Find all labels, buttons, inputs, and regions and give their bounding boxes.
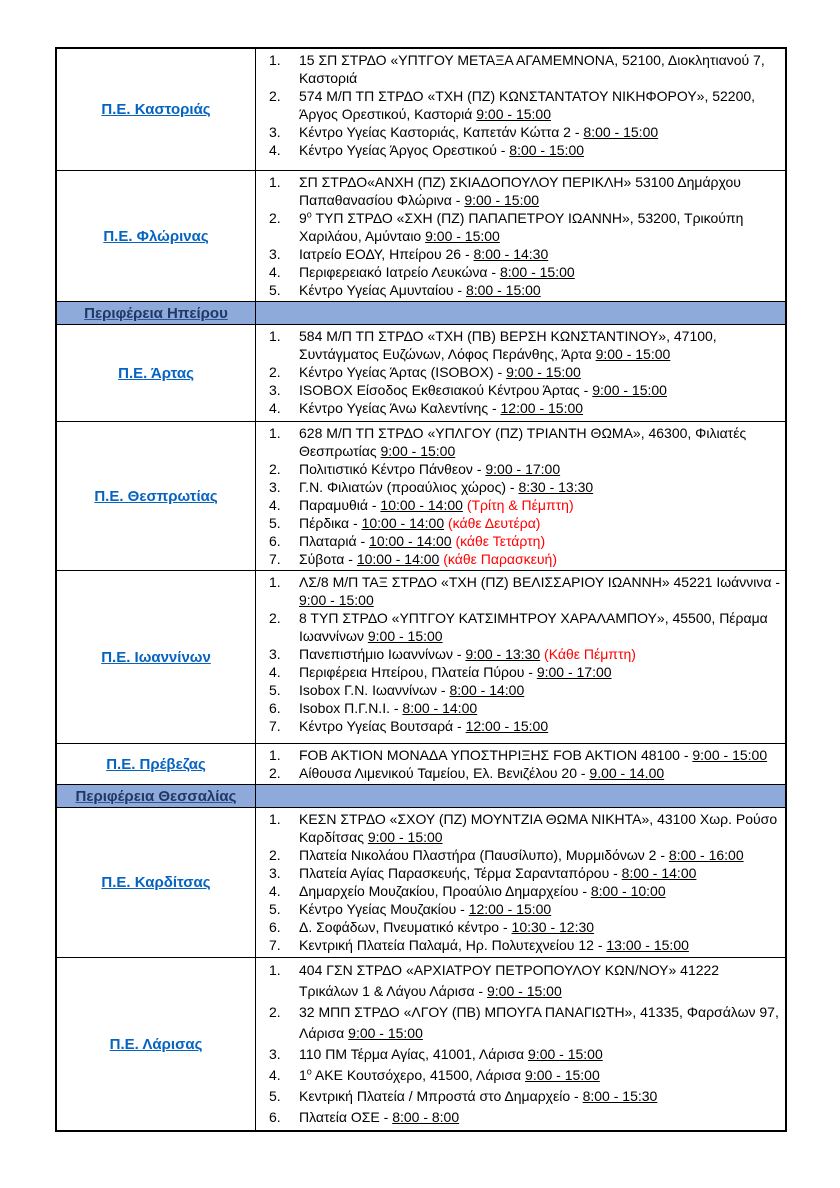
list-item-number: 2. <box>269 847 281 863</box>
band-label: Περιφέρεια Ηπείρου <box>84 304 228 322</box>
opening-hours: 8:00 - 15:00 <box>509 142 585 158</box>
list-item-number: 3. <box>269 124 281 140</box>
region-link[interactable]: Π.Ε. Άρτας <box>118 364 194 382</box>
band-label-cell <box>57 785 256 807</box>
location-list <box>256 571 785 737</box>
list-item <box>256 663 785 681</box>
list-item-text <box>299 1107 785 1128</box>
list-item <box>256 900 785 918</box>
list-item <box>256 514 785 532</box>
location-text: ΑΚΕ Κουτσόχερο, 41500, Λάρισα <box>311 1067 526 1083</box>
day-note: (κάθε Παρασκευή) <box>443 551 557 567</box>
list-item <box>256 1002 785 1044</box>
location-list <box>256 958 785 1130</box>
location-text: Δημαρχείο Μουζακίου, Προαύλιο Δημαρχείου - <box>299 883 591 899</box>
location-text: Περιφέρεια Ηπείρου, Πλατεία Πύρου - <box>299 664 537 680</box>
opening-hours: 13:00 - 15:00 <box>606 937 689 953</box>
list-item-number: 6. <box>269 700 281 716</box>
location-text: Ιατρείο ΕΟΔΥ, Ηπείρου 26 - <box>299 246 474 262</box>
list-item <box>256 327 785 363</box>
list-item-text <box>299 399 785 417</box>
list-item-number: 4. <box>269 883 281 899</box>
list-item-number: 1. <box>269 574 281 590</box>
region-name-cell <box>57 744 256 784</box>
list-item-text <box>299 281 785 299</box>
list-item-text <box>299 496 785 514</box>
location-text: 1 <box>299 1067 307 1083</box>
list-item-text <box>299 245 785 263</box>
region-row <box>57 570 785 743</box>
region-link[interactable]: Π.Ε. Καρδίτσας <box>101 874 211 891</box>
list-item-text <box>299 663 785 681</box>
list-item <box>256 51 785 87</box>
list-item-number: 2. <box>269 364 281 380</box>
list-item-number: 4. <box>269 1067 281 1083</box>
location-text: Γ.Ν. Φιλιατών (προαύλιος χώρος) - <box>299 479 519 495</box>
opening-hours: 8:00 - 14:00 <box>449 682 525 698</box>
location-text: Κέντρο Υγείας Άνω Καλεντίνης - <box>299 400 501 416</box>
opening-hours: 12:00 - 15:00 <box>500 400 584 416</box>
opening-hours: 8:00 - 14:30 <box>473 246 549 262</box>
list-item-number: 1. <box>269 962 281 978</box>
list-item-number: 3. <box>269 479 281 495</box>
opening-hours: 8:00 - 14:00 <box>402 700 478 716</box>
list-item <box>256 960 785 1002</box>
region-link[interactable]: Π.Ε. Θεσπρωτίας <box>94 487 218 505</box>
list-item <box>256 123 785 141</box>
locations-cell <box>256 171 785 301</box>
list-item <box>256 1065 785 1086</box>
list-item-number: 1. <box>269 52 281 68</box>
list-item-number: 6. <box>269 533 281 549</box>
region-link[interactable]: Π.Ε. Ιωαννίνων <box>101 648 211 666</box>
list-item <box>256 699 785 717</box>
location-text: Κέντρο Υγείας Αμυνταίου - <box>299 282 466 298</box>
list-item-number: 2. <box>269 1004 281 1020</box>
location-text: 628 Μ/Π ΤΠ ΣΤΡΔΟ «ΥΠΛΓΟΥ (ΠΖ) ΤΡΙΑΝΤΗ ΘΩΜΑ», 46300, Φιλιατές Θεσπρωτίας <box>299 425 747 459</box>
list-item-number: 2. <box>269 88 281 104</box>
list-item <box>256 609 785 645</box>
list-item-text <box>299 1086 785 1107</box>
list-item-number: 3. <box>269 246 281 262</box>
list-item-text <box>299 764 785 782</box>
opening-hours: 9:00 - 15:00 <box>380 443 456 459</box>
locations-cell <box>256 808 785 957</box>
location-text: Κέντρο Υγείας Καστοριάς, Καπετάν Κώττα 2 - <box>299 124 584 140</box>
opening-hours: 9:00 - 15:00 <box>525 1067 600 1083</box>
location-text: Δ. Σοφάδων, Πνευματικό κέντρο - <box>299 919 512 935</box>
location-text: Κέντρο Υγείας Μουζακίου - <box>299 901 469 917</box>
list-item <box>256 173 785 209</box>
list-item-number: 3. <box>269 1046 281 1062</box>
location-text: 404 ΓΣΝ ΣΤΡΔΟ «ΑΡΧΙΑΤΡΟΥ ΠΕΤΡΟΠΟΥΛΟΥ ΚΩΝ/ΝΟΥ» 41222 Τρικάλων 1 & Λάγου Λάρισα - <box>299 962 720 999</box>
list-item-number: 5. <box>269 515 281 531</box>
list-item <box>256 846 785 864</box>
list-item-text <box>299 1002 785 1044</box>
list-item <box>256 681 785 699</box>
list-item <box>256 717 785 735</box>
list-item <box>256 573 785 609</box>
opening-hours: 8:30 - 13:30 <box>518 479 594 495</box>
list-item-text <box>299 87 785 123</box>
location-text: Πολιτιστικό Κέντρο Πάνθεον - <box>299 461 486 477</box>
location-text: Περιφερειακό Ιατρείο Λευκώνα - <box>299 264 500 280</box>
list-item-text <box>299 141 785 159</box>
list-item <box>256 810 785 846</box>
list-item <box>256 1086 785 1107</box>
region-name-cell <box>57 422 256 570</box>
list-item-number: 5. <box>269 1088 281 1104</box>
list-item <box>256 263 785 281</box>
opening-hours: 10:00 - 14:00 <box>380 497 463 513</box>
day-note: (κάθε Δευτέρα) <box>448 515 541 531</box>
opening-hours: 9:00 - 15:00 <box>367 628 443 644</box>
list-item-text <box>299 514 785 532</box>
locations-cell <box>256 49 785 170</box>
list-item-text <box>299 609 785 645</box>
list-item <box>256 746 785 764</box>
list-item-text <box>299 1065 785 1086</box>
list-item-text <box>299 209 785 245</box>
location-text: ο <box>306 1066 312 1077</box>
opening-hours: 9:00 - 15:00 <box>299 592 374 608</box>
list-item <box>256 1044 785 1065</box>
opening-hours: 9:00 - 17:00 <box>485 461 561 477</box>
location-text: Isobox Π.Γ.Ν.Ι. - <box>299 700 403 716</box>
opening-hours: 9:00 - 15:00 <box>506 364 581 380</box>
opening-hours: 12:00 - 15:00 <box>468 901 552 917</box>
list-item-number: 4. <box>269 400 281 416</box>
list-item-text <box>299 864 785 882</box>
list-item-number: 3. <box>269 865 281 881</box>
opening-hours: 9.00 - 14.00 <box>589 765 665 781</box>
region-name-cell <box>57 808 256 957</box>
region-row <box>57 324 785 421</box>
location-text: Isobox Γ.Ν. Ιωαννίνων - <box>299 682 450 698</box>
location-text: FOB AKTION ΜΟΝΑΔΑ ΥΠΟΣΤΗΡΙΞΗΣ FOB AKTION 48100 - <box>299 747 693 763</box>
location-text: 32 ΜΠΠ ΣΤΡΔΟ «ΛΓΟΥ (ΠΒ) ΜΠΟΥΓΑ ΠΑΝΑΓΙΩΤΗ», 41335, Φαρσάλων 97, Λάρισα <box>299 1004 779 1041</box>
list-item-text <box>299 699 785 717</box>
band-label: Περιφέρεια Θεσσαλίας <box>75 787 237 805</box>
list-item-text <box>299 123 785 141</box>
list-item-text <box>299 573 785 609</box>
list-item-text <box>299 173 785 209</box>
opening-hours: 9:00 - 15:00 <box>592 382 667 398</box>
locations-cell <box>256 744 785 784</box>
list-item-text <box>299 478 785 496</box>
region-link[interactable]: Π.Ε. Καστοριάς <box>101 101 211 118</box>
region-name-cell <box>57 571 256 743</box>
location-text: Πανεπιστήμιο Ιωαννίνων - <box>299 646 466 662</box>
list-item-number: 4. <box>269 664 281 680</box>
list-item-text <box>299 717 785 735</box>
opening-hours: 9:00 - 15:00 <box>348 1025 423 1041</box>
list-item <box>256 363 785 381</box>
opening-hours: 10:30 - 12:30 <box>511 919 595 935</box>
list-item-number: 2. <box>269 610 281 626</box>
list-item-number: 5. <box>269 682 281 698</box>
location-text: ο <box>306 209 312 220</box>
location-text: Πλατεία Νικολάου Πλαστήρα (Παυσίλυπο), Μυρμιδόνων 2 - <box>299 847 669 863</box>
opening-hours: 9:00 - 15:00 <box>425 228 500 244</box>
list-item <box>256 882 785 900</box>
list-item-number: 3. <box>269 382 281 398</box>
list-item <box>256 399 785 417</box>
location-list <box>256 325 785 419</box>
region-row <box>57 957 785 1130</box>
list-item-text <box>299 681 785 699</box>
location-text: Κέντρο Υγείας Βουτσαρά - <box>299 718 466 734</box>
list-item-number: 5. <box>269 901 281 917</box>
locations-cell <box>256 571 785 743</box>
opening-hours: 8:00 - 15:00 <box>499 264 575 280</box>
list-item-text <box>299 51 785 87</box>
region-name-cell <box>57 958 256 1130</box>
list-item-text <box>299 810 785 846</box>
region-link[interactable]: Π.Ε. Λάρισας <box>109 1035 203 1053</box>
location-text: Παραμυθιά - <box>299 497 381 513</box>
location-text: 584 Μ/Π ΤΠ ΣΤΡΔΟ «ΤΧΗ (ΠΒ) ΒΕΡΣΗ ΚΩΝΣΤΑΝΤΙΝΟΥ», 47100, Συντάγματος Ευζώνων, Λόφος Περάνθης, Άρτα <box>299 328 717 362</box>
opening-hours: 8:00 - 8:00 <box>392 1109 460 1125</box>
location-text: ΚΕΣΝ ΣΤΡΔΟ «ΣΧΟΥ (ΠΖ) ΜΟΥΝΤΖΙΑ ΘΩΜΑ ΝΙΚΗΤΑ», 43100 Χωρ. Ρούσο Καρδίτσας <box>299 811 778 845</box>
list-item-text <box>299 460 785 478</box>
list-item <box>256 141 785 159</box>
list-item <box>256 550 785 568</box>
opening-hours: 10:00 - 14:00 <box>369 533 452 549</box>
opening-hours: 9:00 - 15:00 <box>476 106 551 122</box>
opening-hours: 8:00 - 15:30 <box>582 1088 658 1104</box>
list-item-number: 7. <box>269 937 281 953</box>
location-list <box>256 171 785 301</box>
opening-hours: 9:00 - 15:00 <box>528 1046 603 1062</box>
location-text: 574 Μ/Π ΤΠ ΣΤΡΔΟ «ΤΧΗ (ΠΖ) ΚΩΝΣΤΑΝΤΑΤΟΥ ΝΙΚΗΦΟΡΟΥ», 52200, Άργος Ορεστικού, Καστοριά <box>299 88 756 122</box>
list-item <box>256 645 785 663</box>
region-row <box>57 170 785 301</box>
day-note: (Τρίτη & Πέμπτη) <box>466 497 574 513</box>
opening-hours: 8:00 - 14:00 <box>621 865 697 881</box>
list-item <box>256 424 785 460</box>
location-text: Σύβοτα - <box>299 551 357 567</box>
opening-hours: 10:00 - 14:00 <box>356 551 440 567</box>
region-band-row <box>57 784 785 807</box>
opening-hours: 9:00 - 15:00 <box>464 192 540 208</box>
list-item-number: 2. <box>269 210 281 226</box>
location-list <box>256 49 785 161</box>
band-label-cell <box>57 302 256 324</box>
opening-hours: 8:00 - 16:00 <box>668 847 744 863</box>
list-item-number: 1. <box>269 811 281 827</box>
list-item <box>256 496 785 514</box>
list-item <box>256 281 785 299</box>
list-item-number: 2. <box>269 461 281 477</box>
region-row <box>57 743 785 784</box>
list-item-number: 6. <box>269 919 281 935</box>
band-empty-cell <box>256 302 785 324</box>
region-link[interactable]: Π.Ε. Πρέβεζας <box>106 755 206 773</box>
list-item <box>256 864 785 882</box>
location-text: ΛΣ/8 Μ/Π ΤΑΞ ΣΤΡΔΟ «ΤΧΗ (ΠΖ) ΒΕΛΙΣΣΑΡΙΟΥ ΙΩΑΝΝΗ» 45221 Ιωάννινα - <box>299 574 780 590</box>
opening-hours: 9:00 - 15:00 <box>487 983 562 999</box>
list-item-number: 4. <box>269 142 281 158</box>
list-item-number: 5. <box>269 282 281 298</box>
list-item <box>256 381 785 399</box>
list-item-text <box>299 532 785 550</box>
list-item-number: 7. <box>269 551 281 567</box>
location-text: Πλαταριά - <box>299 533 370 549</box>
list-item-text <box>299 381 785 399</box>
list-item <box>256 1107 785 1128</box>
list-item-text <box>299 424 785 460</box>
list-item <box>256 245 785 263</box>
list-item-text <box>299 1044 785 1065</box>
location-text: 8 ΤΥΠ ΣΤΡΔΟ «ΥΠΤΓΟΥ ΚΑΤΣΙΜΗΤΡΟΥ ΧΑΡΑΛΑΜΠΟΥ», 45500, Πέραμα Ιωαννίνων <box>299 610 768 644</box>
list-item-text <box>299 960 785 1002</box>
opening-hours: 8:00 - 15:00 <box>583 124 659 140</box>
list-item <box>256 532 785 550</box>
list-item-number: 3. <box>269 646 281 662</box>
opening-hours: 8:00 - 15:00 <box>465 282 541 298</box>
location-text: Κεντρική Πλατεία / Μπροστά στο Δημαρχείο - <box>299 1088 583 1104</box>
list-item-number: 2. <box>269 765 281 781</box>
list-item-number: 1. <box>269 747 281 763</box>
opening-hours: 10:00 - 14:00 <box>361 515 445 531</box>
list-item-number: 1. <box>269 174 281 190</box>
opening-hours: 9:00 - 15:00 <box>692 747 768 763</box>
opening-hours: 8:00 - 10:00 <box>590 883 666 899</box>
location-text: 9 <box>299 210 307 226</box>
region-name-cell <box>57 325 256 421</box>
region-link[interactable]: Π.Ε. Φλώρινας <box>103 227 209 245</box>
list-item-number: 4. <box>269 264 281 280</box>
list-item <box>256 87 785 123</box>
list-item-number: 6. <box>269 1109 281 1125</box>
region-name-cell <box>57 49 256 170</box>
list-item-text <box>299 327 785 363</box>
list-item-text <box>299 900 785 918</box>
location-list <box>256 744 785 784</box>
opening-hours: 9:00 - 15:00 <box>367 829 443 845</box>
location-text: Πλατεία Αγίας Παρασκευής, Τέρμα Σαρανταπόρου - <box>299 865 622 881</box>
list-item <box>256 478 785 496</box>
list-item <box>256 918 785 936</box>
list-item-text <box>299 846 785 864</box>
location-text: Πλατεία ΟΣΕ - <box>299 1109 393 1125</box>
list-item-text <box>299 550 785 568</box>
locations-cell <box>256 325 785 421</box>
location-text: 15 ΣΠ ΣΤΡΔΟ «ΥΠΤΓΟΥ ΜΕΤΑΞΑ ΑΓΑΜΕΜΝΟΝΑ, 52100, Διοκλητιανού 7, Καστοριά <box>299 52 765 86</box>
list-item <box>256 764 785 782</box>
opening-hours: 12:00 - 15:00 <box>465 718 549 734</box>
list-item-text <box>299 263 785 281</box>
region-name-cell <box>57 171 256 301</box>
list-item-number: 4. <box>269 497 281 513</box>
location-text: Πέρδικα - <box>299 515 362 531</box>
locations-cell <box>256 958 785 1130</box>
opening-hours: 9:00 - 17:00 <box>536 664 612 680</box>
day-note: (Κάθε Πέμπτη) <box>544 646 636 662</box>
vaccination-points-table <box>55 47 787 1132</box>
location-text: Αίθουσα Λιμενικού Ταμείου, Ελ. Βενιζέλου 20 - <box>299 765 590 781</box>
opening-hours: 9:00 - 13:30 <box>465 646 541 662</box>
list-item-text <box>299 936 785 954</box>
list-item-number: 1. <box>269 328 281 344</box>
region-row <box>57 421 785 570</box>
list-item-number: 1. <box>269 425 281 441</box>
locations-cell <box>256 422 785 570</box>
location-text: ΣΠ ΣΤΡΔΟ«ΑΝΧΗ (ΠΖ) ΣΚΙΑΔΟΠΟΥΛΟΥ ΠΕΡΙΚΛΗ» 53100 Δημάρχου Παπαθανασίου Φλώρινα - <box>299 174 741 208</box>
location-list <box>256 808 785 956</box>
location-text: ISOBOX Είσοδος Εκθεσιακού Κέντρου Άρτας - <box>299 382 593 398</box>
list-item <box>256 936 785 954</box>
region-band-row <box>57 301 785 324</box>
opening-hours: 9:00 - 15:00 <box>595 346 671 362</box>
band-empty-cell <box>256 785 785 807</box>
list-item-text <box>299 645 785 663</box>
list-item-text <box>299 918 785 936</box>
region-row <box>57 49 785 170</box>
location-text: Κεντρική Πλατεία Παλαμά, Ηρ. Πολυτεχνείου 12 - <box>299 937 607 953</box>
day-note: (κάθε Τετάρτη) <box>455 533 546 549</box>
location-text: 110 ΠΜ Τέρμα Αγίας, 41001, Λάρισα <box>299 1046 529 1062</box>
region-row <box>57 807 785 957</box>
location-text: ΤΥΠ ΣΤΡΔΟ «ΣΧΗ (ΠΖ) ΠΑΠΑΠΕΤΡΟΥ ΙΩΑΝΝΗ», 53200, Τρικούπη Χαριλάου, Αμύνταιο <box>299 210 744 244</box>
location-text: Κέντρο Υγείας Άργος Ορεστικού - <box>299 142 510 158</box>
list-item-number: 7. <box>269 718 281 734</box>
list-item <box>256 209 785 245</box>
list-item <box>256 460 785 478</box>
location-list <box>256 422 785 570</box>
location-text: Κέντρο Υγείας Άρτας (ISOBOX) - <box>299 364 507 380</box>
list-item-text <box>299 746 785 764</box>
list-item-text <box>299 363 785 381</box>
list-item-text <box>299 882 785 900</box>
